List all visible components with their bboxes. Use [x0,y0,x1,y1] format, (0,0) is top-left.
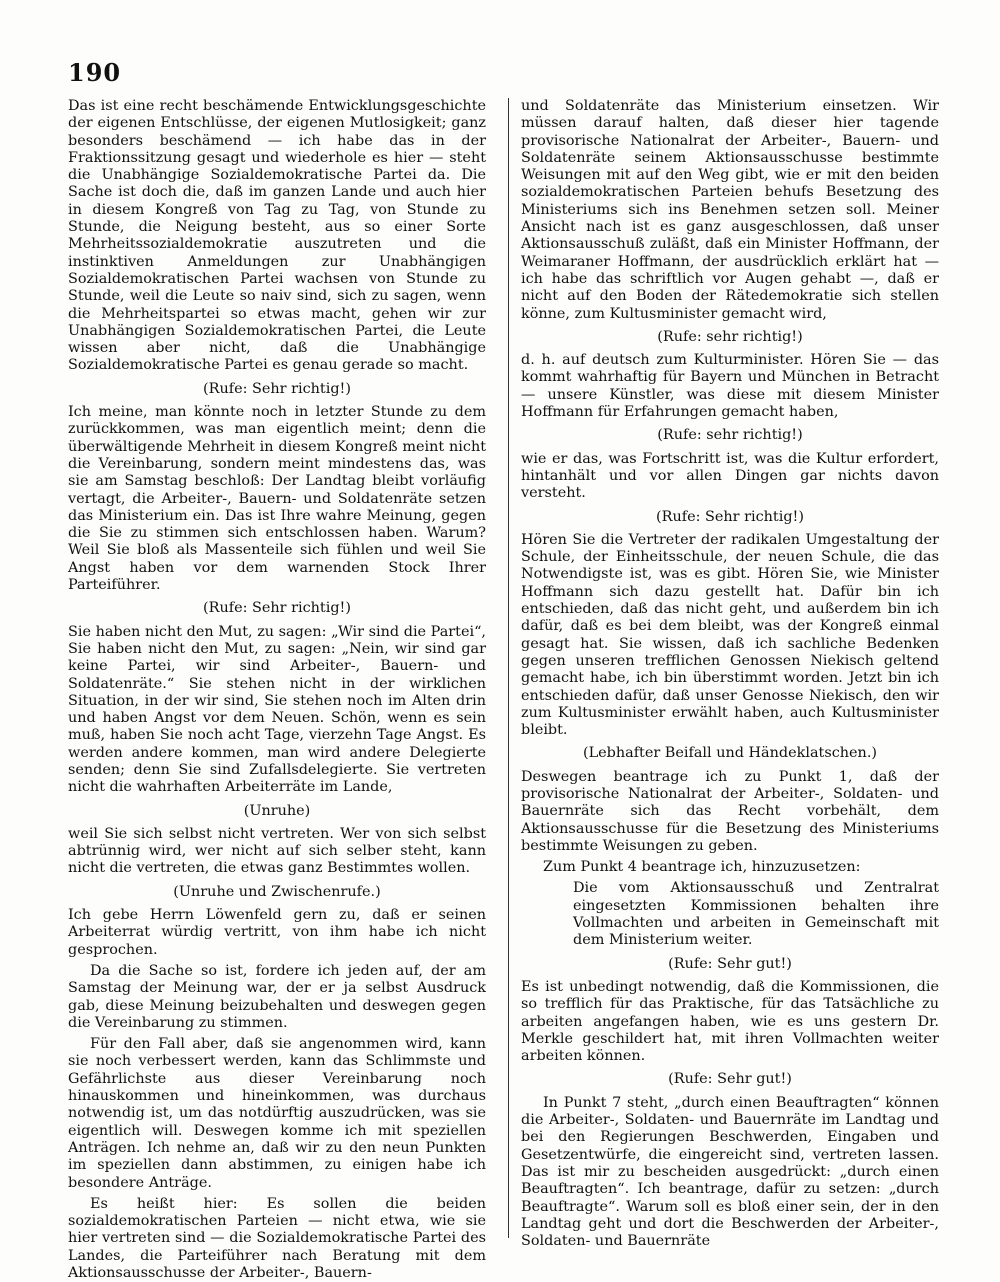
paragraph: Das ist eine recht beschämende Entwicklungsgeschichte der eigenen Entschlüsse, der eigenen Mutlosigkeit; ganz besonders beschämend — ich habe das in der Fraktionssitzung gesagt und wiederhole es hier — steht die Unabhängige Sozialdemokratische Partei da. Die Sache ist doch die, daß im ganzen Lande und auch hier in diesem Kongreß von Tag zu Tag, von Stunde zu Stunde, die Neigung besteht, aus so einer Sorte Mehrheitssozialdemokratie auszutreten und die instinktiven Anmeldungen zur Unabhängigen Sozialdemokratischen Partei wachsen von Stunde zu Stunde, weil die Leute so naiv sind, sich zu sagen, wenn die Mehrheitspartei so etwas macht, gehen wir zur Unabhängigen Sozialdemokratischen Partei, die Leute wissen aber nicht, daß die Unabhängige Sozialdemokratische Partei es genau gerade so macht. [68,98,486,374]
motion-quote: Die vom Aktionsausschuß und Zentralrat eingesetzten Kommissionen behalten ihre Vollmachten und arbeiten in Gemeinschaft mit dem Ministerium weiter. [573,880,939,949]
paragraph: Es ist unbedingt notwendig, daß die Kommissionen, die so trefflich für das Praktische, für das Tatsächliche zu arbeiten angefangen haben, wie es uns gestern Dr. Merkle geschildert hat, mit ihren Vollmachten weiter arbeiten können. [521,978,939,1065]
paragraph: In Punkt 7 steht, „durch einen Beauftragten“ können die Arbeiter-, Soldaten- und Bauernräte im Landtag und bei den Regierungen Beschwerden, Eingaben und Gesetzentwürfe, die eingereicht sind, vertreten lassen. Das ist mir zu bescheiden ausgedrückt: „durch einen Beauftragten“. Ich beantrage, dafür zu setzen: „durch Beauftragte“. Warum soll es bloß einer sein, der in den Landtag geht und dort die Beschwerden der Arbeiter-, Soldaten- und Bauernräte [521,1094,939,1250]
paragraph: d. h. auf deutsch zum Kulturminister. Hören Sie — das kommt wahrhaftig für Bayern und München in Betracht — unsere Künstler, was diese mit diesem Minister Hoffmann für Erfahrungen gemacht haben, [521,352,939,421]
paragraph: weil Sie sich selbst nicht vertreten. Wer von sich selbst abtrünnig wird, wer nicht auf sich selber steht, kann nicht die vertreten, die etwas ganz Bestimmtes wollen. [68,825,486,877]
paragraph: Ich gebe Herrn Löwenfeld gern zu, daß er seinen Arbeiterrat würdig vertritt, von ihm habe ich nicht gesprochen. [68,907,486,958]
interjection: (Rufe: Sehr richtig!) [203,380,351,397]
interjection: (Lebhafter Beifall und Händeklatschen.) [582,745,878,762]
interjection: (Unruhe) [243,802,311,819]
paragraph: und Soldatenräte das Ministerium einsetzen. Wir müssen darauf halten, daß dieser hier tagende provisorische Nationalrat der Arbeiter-, Bauern- und Soldatenräte seinem Aktionsausschusse bestimmte Weisungen mit auf den Weg gibt, wie er mit den beiden sozialdemokratischen Parteien behufs Besetzung des Ministeriums sich ins Benehmen setzen soll. Meiner Ansicht nach ist es ganz ausgeschlossen, daß unser Aktionsausschuß zuläßt, daß ein Minister Hoffmann, der Weimaraner Hoffmann, der ausdrücklich erklärt hat — ich habe das schriftlich vor Augen gehabt —, daß er nicht auf den Boden der Rätedemokratie sich stellen könne, zum Kultusminister gemacht wird, [521,98,939,322]
interjection: (Rufe: Sehr gut!) [668,1071,792,1088]
paragraph: Für den Fall aber, daß sie angenommen wird, kann sie noch verbessert werden, kann das Schlimmste und Gefährlichste aus dieser Vereinbarung noch hinauskommen und hineinkommen, was durchaus notwendig ist, um das notdürftig auszudrücken, was sie eigentlich will. Deswegen komme ich mit speziellen Anträgen. Ich nehme an, daß wir zu den neun Punkten im speziellen dann abstimmen, zu einigen habe ich besondere Anträge. [68,1036,486,1191]
left-column [68,98,486,1282]
column-divider [508,98,509,1238]
paragraph: wie er das, was Fortschritt ist, was die Kultur erfordert, hintanhält und vor allen Dingen gar nichts davon versteht. [521,450,939,502]
paragraph: Zum Punkt 4 beantrage ich, hinzuzusetzen: [543,859,861,876]
interjection: (Rufe: sehr richtig!) [657,328,803,345]
interjection: (Rufe: Sehr richtig!) [656,508,804,525]
right-column [521,98,939,1250]
interjection: (Rufe: sehr richtig!) [657,427,803,444]
interjection: (Rufe: Sehr gut!) [668,955,792,972]
paragraph: Deswegen beantrage ich zu Punkt 1, daß der provisorische Nationalrat der Arbeiter-, Soldaten- und Bauernräte sich das Recht vorbehält, dem Aktionsausschusse für die Besetzung des Ministeriums bestimmte Weisungen zu geben. [521,768,939,854]
interjection: (Rufe: Sehr richtig!) [203,600,351,617]
paragraph: Ich meine, man könnte noch in letzter Stunde zu dem zurückkommen, was man eigentlich meint; denn die überwältigende Mehrheit in diesem Kongreß meint nicht die Vereinbarung, sondern meint mindestens das, was sie am Samstag beschloß: Der Landtag bleibt vorläufig vertagt, die Arbeiter-, Bauern- und Soldatenräte setzen das Ministerium ein. Das ist Ihre wahre Meinung, gegen die Sie zu stimmen sich entschlossen haben. Warum? Weil Sie bloß als Massenteile sich fühlen und weil Sie Angst haben vor dem warnenden Stock Ihrer Parteiführer. [68,404,486,594]
interjection: (Unruhe und Zwischenrufe.) [173,883,381,900]
paragraph: Hören Sie die Vertreter der radikalen Umgestaltung der Schule, der Einheitsschule, der neuen Schule, die das Notwendigste ist, was es gibt. Hören Sie, wie Minister Hoffmann sich dazu gestellt hat. Dafür bin ich entschieden, daß das nicht geht, und außerdem bin ich dafür, daß es bei dem bleibt, was der Kongreß einmal gesagt hat. Sie wissen, daß ich sachliche Bedenken gegen unseren trefflichen Genossen Niekisch geltend gemacht habe, ich bin überstimmt worden. Jetzt bin ich entschieden dafür, daß unser Genosse Niekisch, den wir zum Kultusminister erwählt haben, auch Kultusminister bleibt. [521,531,939,739]
paragraph: Sie haben nicht den Mut, zu sagen: „Wir sind die Partei“, Sie haben nicht den Mut, zu sagen: „Nein, wir sind gar keine Partei, wir sind Arbeiter-, Bauern- und Soldatenräte.“ Sie stehen nicht in der wirklichen Situation, in der wir sind, Sie stehen noch im Alten drin und haben Angst vor dem Neuen. Schön, wenn es sein muß, haben Sie noch acht Tage, vierzehn Tage Angst. Es werden andere kommen, man wird andere Delegierte senden; denn Sie sind Zufallsdelegierte. Sie vertreten nicht die wahrhaften Arbeiterräte im Lande, [68,623,486,796]
page-number: 190 [68,58,122,87]
paragraph: Es heißt hier: Es sollen die beiden sozialdemokratischen Parteien — nicht etwa, wie sie hier vertreten sind — die Sozialdemokratische Partei des Landes, die Parteiführer nach Beratung mit dem Aktionsausschusse der Arbeiter-, Bauern- [68,1195,486,1281]
paragraph: Da die Sache so ist, fordere ich jeden auf, der am Samstag der Meinung war, der er ja selbst Ausdruck gab, diese Meinung beizubehalten und deswegen gegen die Vereinbarung zu stimmen. [68,962,486,1031]
